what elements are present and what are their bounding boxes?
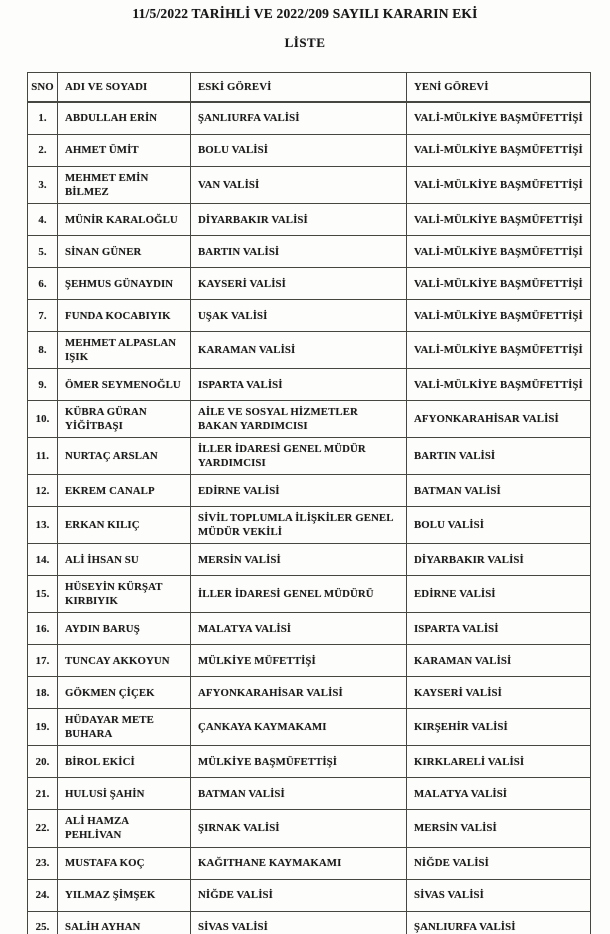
column-header-old-position: ESKİ GÖREVİ xyxy=(191,73,407,103)
name-cell: AHMET ÜMİT xyxy=(58,135,191,167)
new-position-cell: KIRŞEHİR VALİSİ xyxy=(407,709,591,746)
new-position-cell: AFYONKARAHİSAR VALİSİ xyxy=(407,401,591,438)
new-position-cell: SİVAS VALİSİ xyxy=(407,879,591,911)
new-position-cell: BATMAN VALİSİ xyxy=(407,475,591,507)
name-cell: ERKAN KILIÇ xyxy=(58,507,191,544)
table-row xyxy=(28,204,591,236)
sno-cell: 10. xyxy=(28,401,58,438)
new-position-cell: VALİ-MÜLKİYE BAŞMÜFETTİŞİ xyxy=(407,236,591,268)
old-position-cell: EDİRNE VALİSİ xyxy=(191,475,407,507)
name-cell: HULUSİ ŞAHİN xyxy=(58,778,191,810)
new-position-cell: EDİRNE VALİSİ xyxy=(407,576,591,613)
table-row xyxy=(28,911,591,934)
table-row xyxy=(28,613,591,645)
table-row xyxy=(28,332,591,369)
new-position-cell: BOLU VALİSİ xyxy=(407,507,591,544)
sno-cell: 15. xyxy=(28,576,58,613)
sno-cell: 4. xyxy=(28,204,58,236)
sno-cell: 6. xyxy=(28,268,58,300)
new-position-cell: VALİ-MÜLKİYE BAŞMÜFETTİŞİ xyxy=(407,135,591,167)
new-position-cell: VALİ-MÜLKİYE BAŞMÜFETTİŞİ xyxy=(407,102,591,135)
old-position-cell: KAYSERİ VALİSİ xyxy=(191,268,407,300)
table-row xyxy=(28,879,591,911)
old-position-cell: UŞAK VALİSİ xyxy=(191,300,407,332)
table-row xyxy=(28,677,591,709)
name-cell: YILMAZ ŞİMŞEK xyxy=(58,879,191,911)
name-cell: MEHMET ALPASLAN IŞIK xyxy=(58,332,191,369)
old-position-cell: MÜLKİYE MÜFETTİŞİ xyxy=(191,645,407,677)
new-position-cell: MERSİN VALİSİ xyxy=(407,810,591,847)
new-position-cell: ŞANLIURFA VALİSİ xyxy=(407,911,591,934)
name-cell: HÜSEYİN KÜRŞAT KIRBIYIK xyxy=(58,576,191,613)
name-cell: NURTAÇ ARSLAN xyxy=(58,438,191,475)
sno-cell: 21. xyxy=(28,778,58,810)
document-title: 11/5/2022 TARİHLİ VE 2022/209 SAYILI KARARIN EKİ xyxy=(132,6,478,21)
table-row xyxy=(28,810,591,847)
new-position-cell: BARTIN VALİSİ xyxy=(407,438,591,475)
table-row xyxy=(28,847,591,879)
sno-cell: 13. xyxy=(28,507,58,544)
name-cell: MEHMET EMİN BİLMEZ xyxy=(58,167,191,204)
document-subtitle: LİSTE xyxy=(284,35,326,50)
sno-cell: 17. xyxy=(28,645,58,677)
table-header-row xyxy=(28,73,591,103)
sno-cell: 22. xyxy=(28,810,58,847)
new-position-cell: KAYSERİ VALİSİ xyxy=(407,677,591,709)
column-header-name: ADI VE SOYADI xyxy=(58,73,191,103)
name-cell: ŞEHMUS GÜNAYDIN xyxy=(58,268,191,300)
name-cell: TUNCAY AKKOYUN xyxy=(58,645,191,677)
old-position-cell: ISPARTA VALİSİ xyxy=(191,369,407,401)
old-position-cell: BOLU VALİSİ xyxy=(191,135,407,167)
new-position-cell: NİĞDE VALİSİ xyxy=(407,847,591,879)
name-cell: ALİ HAMZA PEHLİVAN xyxy=(58,810,191,847)
sno-cell: 23. xyxy=(28,847,58,879)
sno-cell: 19. xyxy=(28,709,58,746)
new-position-cell: KIRKLARELİ VALİSİ xyxy=(407,746,591,778)
table-row xyxy=(28,645,591,677)
sno-cell: 8. xyxy=(28,332,58,369)
column-header-sno: SNO xyxy=(28,73,58,103)
old-position-cell: SİVAS VALİSİ xyxy=(191,911,407,934)
sno-cell: 9. xyxy=(28,369,58,401)
table-row xyxy=(28,507,591,544)
name-cell: MUSTAFA KOÇ xyxy=(58,847,191,879)
sno-cell: 18. xyxy=(28,677,58,709)
table-row xyxy=(28,746,591,778)
new-position-cell: VALİ-MÜLKİYE BAŞMÜFETTİŞİ xyxy=(407,268,591,300)
old-position-cell: MERSİN VALİSİ xyxy=(191,544,407,576)
new-position-cell: VALİ-MÜLKİYE BAŞMÜFETTİŞİ xyxy=(407,204,591,236)
name-cell: HÜDAYAR METE BUHARA xyxy=(58,709,191,746)
sno-cell: 12. xyxy=(28,475,58,507)
sno-cell: 11. xyxy=(28,438,58,475)
name-cell: MÜNİR KARALOĞLU xyxy=(58,204,191,236)
old-position-cell: DİYARBAKIR VALİSİ xyxy=(191,204,407,236)
old-position-cell: ŞANLIURFA VALİSİ xyxy=(191,102,407,135)
appointments-table xyxy=(27,72,591,934)
old-position-cell: MALATYA VALİSİ xyxy=(191,613,407,645)
name-cell: AYDIN BARUŞ xyxy=(58,613,191,645)
document-header xyxy=(0,6,610,51)
name-cell: FUNDA KOCABIYIK xyxy=(58,300,191,332)
new-position-cell: VALİ-MÜLKİYE BAŞMÜFETTİŞİ xyxy=(407,332,591,369)
sno-cell: 16. xyxy=(28,613,58,645)
table-row xyxy=(28,709,591,746)
new-position-cell: DİYARBAKIR VALİSİ xyxy=(407,544,591,576)
old-position-cell: İLLER İDARESİ GENEL MÜDÜR YARDIMCISI xyxy=(191,438,407,475)
name-cell: SİNAN GÜNER xyxy=(58,236,191,268)
sno-cell: 14. xyxy=(28,544,58,576)
table-header xyxy=(28,73,591,103)
table-row xyxy=(28,544,591,576)
old-position-cell: BARTIN VALİSİ xyxy=(191,236,407,268)
name-cell: KÜBRA GÜRAN YİĞİTBAŞI xyxy=(58,401,191,438)
sno-cell: 20. xyxy=(28,746,58,778)
sno-cell: 7. xyxy=(28,300,58,332)
name-cell: ALİ İHSAN SU xyxy=(58,544,191,576)
sno-cell: 25. xyxy=(28,911,58,934)
sno-cell: 3. xyxy=(28,167,58,204)
table-row xyxy=(28,135,591,167)
table-row xyxy=(28,167,591,204)
name-cell: EKREM CANALP xyxy=(58,475,191,507)
table-row xyxy=(28,475,591,507)
new-position-cell: VALİ-MÜLKİYE BAŞMÜFETTİŞİ xyxy=(407,167,591,204)
old-position-cell: BATMAN VALİSİ xyxy=(191,778,407,810)
table-row xyxy=(28,778,591,810)
sno-cell: 2. xyxy=(28,135,58,167)
new-position-cell: VALİ-MÜLKİYE BAŞMÜFETTİŞİ xyxy=(407,369,591,401)
sno-cell: 1. xyxy=(28,102,58,135)
table-row xyxy=(28,102,591,135)
old-position-cell: VAN VALİSİ xyxy=(191,167,407,204)
table-row xyxy=(28,236,591,268)
table-row xyxy=(28,576,591,613)
name-cell: SALİH AYHAN xyxy=(58,911,191,934)
name-cell: GÖKMEN ÇİÇEK xyxy=(58,677,191,709)
table-row xyxy=(28,401,591,438)
name-cell: ABDULLAH ERİN xyxy=(58,102,191,135)
sno-cell: 24. xyxy=(28,879,58,911)
sno-cell: 5. xyxy=(28,236,58,268)
old-position-cell: İLLER İDARESİ GENEL MÜDÜRÜ xyxy=(191,576,407,613)
new-position-cell: MALATYA VALİSİ xyxy=(407,778,591,810)
old-position-cell: ÇANKAYA KAYMAKAMI xyxy=(191,709,407,746)
table-row xyxy=(28,268,591,300)
new-position-cell: KARAMAN VALİSİ xyxy=(407,645,591,677)
table-body xyxy=(28,102,591,934)
table-row xyxy=(28,369,591,401)
old-position-cell: AİLE VE SOSYAL HİZMETLER BAKAN YARDIMCISI xyxy=(191,401,407,438)
new-position-cell: ISPARTA VALİSİ xyxy=(407,613,591,645)
old-position-cell: NİĞDE VALİSİ xyxy=(191,879,407,911)
table-row xyxy=(28,438,591,475)
name-cell: BİROL EKİCİ xyxy=(58,746,191,778)
old-position-cell: SİVİL TOPLUMLA İLİŞKİLER GENEL MÜDÜR VEKİLİ xyxy=(191,507,407,544)
table-row xyxy=(28,300,591,332)
old-position-cell: MÜLKİYE BAŞMÜFETTİŞİ xyxy=(191,746,407,778)
old-position-cell: AFYONKARAHİSAR VALİSİ xyxy=(191,677,407,709)
old-position-cell: KAĞITHANE KAYMAKAMI xyxy=(191,847,407,879)
new-position-cell: VALİ-MÜLKİYE BAŞMÜFETTİŞİ xyxy=(407,300,591,332)
old-position-cell: ŞIRNAK VALİSİ xyxy=(191,810,407,847)
old-position-cell: KARAMAN VALİSİ xyxy=(191,332,407,369)
column-header-new-position: YENİ GÖREVİ xyxy=(407,73,591,103)
name-cell: ÖMER SEYMENOĞLU xyxy=(58,369,191,401)
